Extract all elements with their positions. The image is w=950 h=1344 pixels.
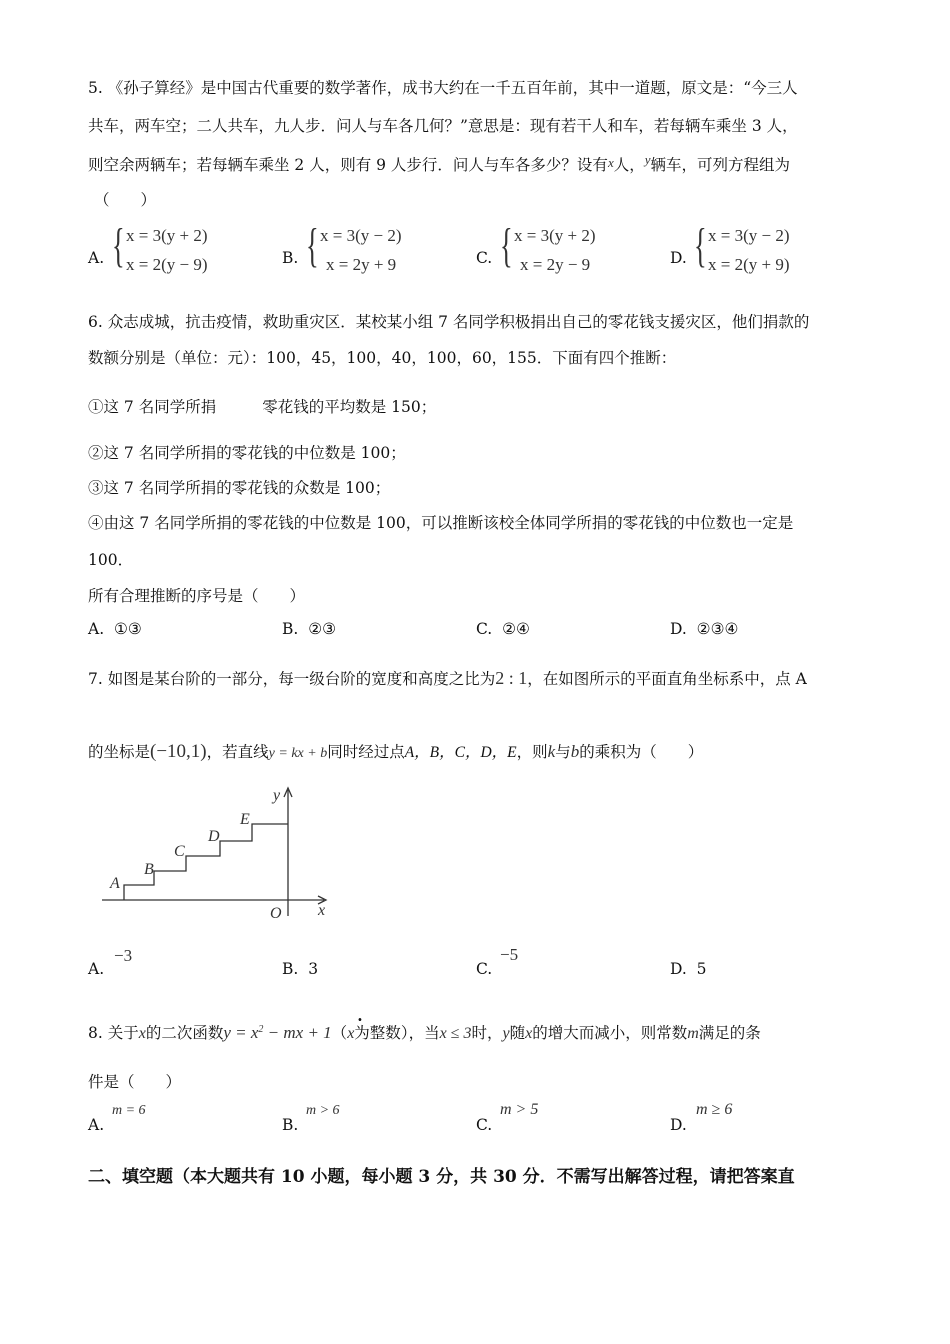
q7-line-1: 7. 如图是某台阶的一部分，每一级台阶的宽度和高度之比为2 : 1，在如图所示的平面直角坐标系中，点 A	[88, 668, 807, 688]
q5-paren: （ ）	[94, 191, 157, 209]
equation-1: x = 3(y + 2)	[514, 226, 596, 245]
q6-statement-2: ②这 7 名同学所捐的零花钱的中位数是 100；	[88, 444, 406, 462]
equation-1: x = 3(y − 2)	[320, 226, 402, 245]
q5-line-3: 则空余两辆车；若每辆车乘坐 2 人，则有 9 人步行．问人与车各多少？设有x人，$^y$辆车，可列方程组为	[88, 152, 791, 174]
var-y: y	[644, 152, 651, 167]
label-x: x	[318, 902, 326, 919]
q6-statement-1: ①这 7 名同学所捐 零花钱的平均数是 150；	[88, 398, 437, 416]
equation-2: x = 2(y − 9)	[126, 255, 208, 274]
coordinate: (−10,1)	[150, 741, 207, 762]
points: A，B，C，D，E	[404, 744, 517, 761]
q7-option-b[interactable]: B. 3	[282, 960, 319, 978]
ratio: 2 : 1	[495, 668, 528, 688]
linear-function: y = kx + b	[268, 746, 328, 761]
q6-line-1: 6. 众志成城，抗击疫情，救助重灾区．某校某小组 7 名同学积极捐出自己的零花钱支援灾区，他们捐款的	[88, 313, 810, 331]
label-a: A	[110, 875, 120, 892]
equation-1: x = 3(y + 2)	[126, 226, 208, 245]
q6-option-c[interactable]: C. ②④	[476, 620, 530, 638]
q5-line-1: 5. 《孙子算经》是中国古代重要的数学著作，成书大约在一千五百年前，其中一道题，原文是：“今三人	[88, 79, 798, 97]
equation-2: x = 2y + 9	[326, 255, 397, 274]
label-b: B	[144, 861, 154, 878]
q5-line-2: 共车，两车空；二人共车，九人步．问人与车各几何？”意思是：现有若干人和车，若每辆车乘坐 3 人，	[88, 117, 798, 135]
brace: {	[306, 219, 319, 272]
q8-line-2: 件是（ ）	[88, 1073, 182, 1091]
label-y: y	[273, 787, 281, 804]
q6-line-2: 数额分别是（单位：元）：100，45，100，40，100，60，155．下面有四个推断：	[88, 349, 677, 367]
label-e: E	[240, 811, 250, 828]
label-c: C	[174, 843, 185, 860]
var-x: x	[607, 155, 614, 170]
q7-line-2: 的坐标是(−10,1)，若直线y = kx + b同时经过点A，B，C，D，E，则k与b的乘积为（ ）	[88, 741, 704, 762]
equation-1: x = 3(y − 2)	[708, 226, 790, 245]
condition: x ≤ 3	[439, 1025, 472, 1042]
brace: {	[500, 219, 513, 272]
quadratic-function: $y = x^2$ − mx + 1	[223, 1023, 332, 1042]
option-label: C.	[476, 249, 493, 267]
option-label: A.	[88, 249, 105, 267]
q7-option-d[interactable]: D. 5	[670, 960, 707, 978]
q6-statement-4: ④由这 7 名同学所捐的零花钱的中位数是 100，可以推断该校全体同学所捐的零花钱的中位数也一定是	[88, 514, 794, 532]
option-label: D.	[670, 249, 687, 267]
brace: {	[112, 219, 125, 272]
staircase-figure	[96, 784, 346, 924]
q6-option-a[interactable]: A. ①③	[88, 620, 142, 638]
label-origin: O	[270, 905, 282, 922]
emphasized-text: 为整数	[354, 1024, 401, 1042]
option-label: B.	[282, 249, 299, 267]
section-2-heading: 二、填空题（本大题共有 10 小题，每小题 3 分，共 30 分．不需写出解答过程，请把答案直	[88, 1167, 795, 1187]
q6-statement-4-cont: 100．	[88, 551, 134, 569]
q8-line-1: 8. 关于x的二次函数$y = x^2$ − mx + 1（x为整数），当x ≤ 3时，y随x的增大而减小，则常数m满足的条	[88, 1023, 761, 1042]
equation-2: x = 2y − 9	[520, 255, 591, 274]
brace: {	[694, 219, 707, 272]
q6-option-d[interactable]: D. ②③④	[670, 620, 739, 638]
q6-statement-3: ③这 7 名同学所捐的零花钱的众数是 100；	[88, 479, 391, 497]
q6-prompt: 所有合理推断的序号是（ ）	[88, 587, 306, 605]
equation-2: x = 2(y + 9)	[708, 255, 790, 274]
q6-option-b[interactable]: B. ②③	[282, 620, 336, 638]
label-d: D	[208, 828, 220, 845]
